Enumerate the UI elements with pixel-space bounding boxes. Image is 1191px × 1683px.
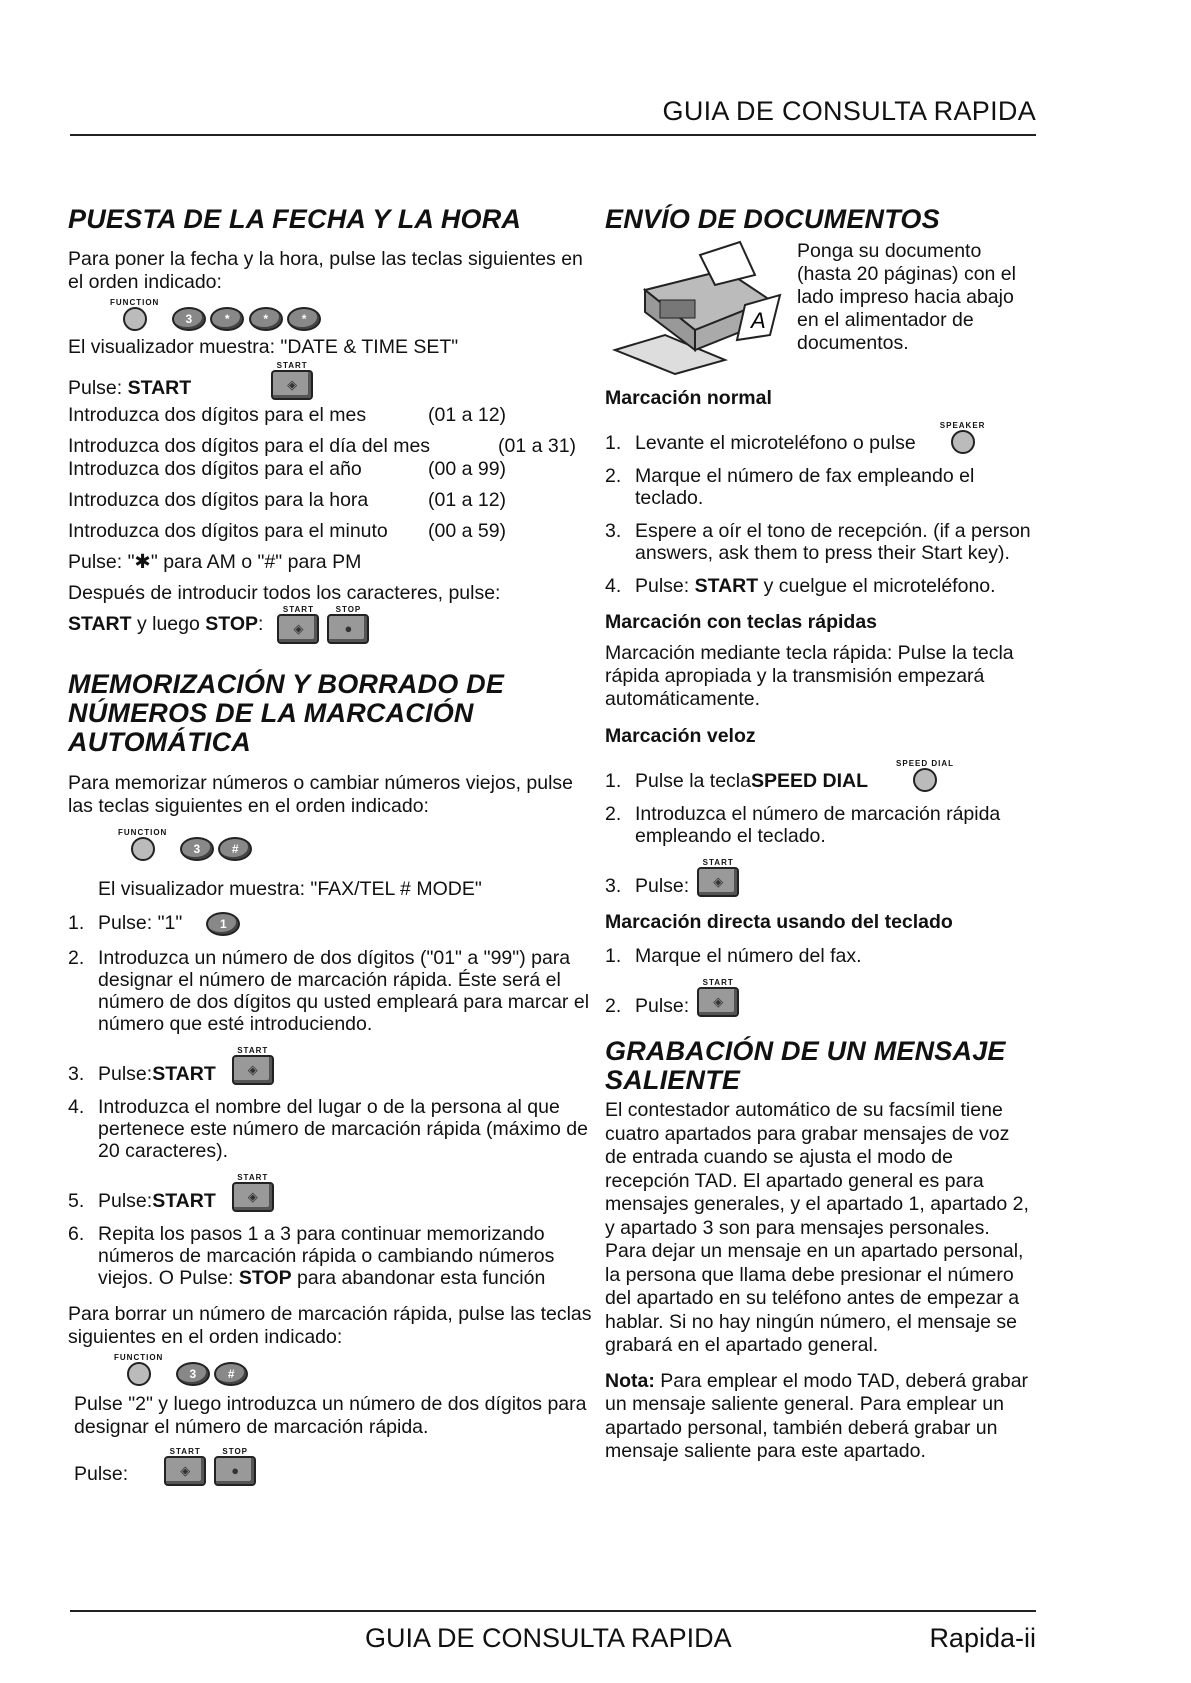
- memo-step: 5. Pulse: START START ◈: [68, 1173, 596, 1212]
- erase-pulse-line: Pulse: START ◈ STOP ●: [74, 1447, 596, 1486]
- start-key-icon: ◈: [232, 1055, 274, 1085]
- memo-step: 1. Pulse: "1" 1: [68, 912, 596, 936]
- key-hash-icon: #: [218, 837, 252, 861]
- key-1-icon: 1: [206, 912, 240, 936]
- key-star-icon: *: [249, 307, 283, 331]
- normal-step: 3. Espere a oír el tono de recepción. (if a person answers, ask them to press their Start key).: [605, 520, 1031, 565]
- function-key-icon: [123, 307, 147, 331]
- top-rule: [70, 134, 1036, 136]
- speed-step: 2. Introduzca el número de marcación rápida empleando el teclado.: [605, 803, 1001, 848]
- section-title-sending: ENVÍO DE DOCUMENTOS: [605, 204, 940, 234]
- start-key-label: START: [276, 361, 308, 371]
- footer-title: GUIA DE CONSULTA RAPIDA: [365, 1623, 732, 1653]
- section-title-date-time: PUESTA DE LA FECHA Y LA HORA: [68, 204, 522, 234]
- right-column: [605, 205, 1035, 1464]
- speed-dial-key-icon: [913, 768, 937, 792]
- key-star-icon: *: [210, 307, 244, 331]
- start-text: START: [127, 377, 192, 400]
- memo-step: 2. Introduzca un número de dos dígitos ("01" a "99") para designar el número de marcación rápida. Éste será el número de dos dígitos qu usted empleará para marcar el número que esté introduciendo.: [68, 946, 590, 1035]
- entry-row: Introduzca dos dígitos para el minuto (00 a 59): [68, 520, 507, 543]
- memo-step: 6. Repita los pasos 1 a 3 para continuar memorizando números de marcación rápida o cambiando números viejos. O Pulse: STOP para abandonar esta función: [68, 1222, 555, 1289]
- erase-key-sequence: FUNCTION 3 #: [114, 1353, 596, 1387]
- entry-row: Introduzca dos dígitos para el mes (01 a 12): [68, 404, 507, 427]
- date-intro: Para poner la fecha y la hora, pulse las teclas siguientes en el orden indicado:: [68, 248, 583, 294]
- start-key-icon: ◈: [277, 614, 319, 644]
- function-key-icon: [131, 837, 155, 861]
- memo-step: 3. Pulse: START START ◈: [68, 1046, 596, 1085]
- left-column: [68, 205, 596, 1486]
- entry-row: Introduzca dos dígitos para la hora (01 a 12): [68, 489, 507, 512]
- normal-dial-title: Marcación normal: [605, 387, 772, 410]
- pulse-label: Pulse:: [68, 377, 128, 400]
- start-key-icon: ◈: [271, 370, 313, 400]
- memo-intro: Para memorizar números o cambiar números viejos, pulse las teclas siguientes en el orden indicado:: [68, 771, 574, 817]
- memo-key-sequence: FUNCTION 3 #: [118, 828, 596, 866]
- date-key-sequence: [110, 298, 596, 332]
- speed-dial-title: Marcación veloz: [605, 725, 756, 748]
- entry-row: Introduzca dos dígitos para el día del mes (01 a 31): [68, 435, 577, 458]
- erase-text: Pulse "2" y luego introduzca un número de dos dígitos para designar el número de marcación rápida.: [74, 1392, 587, 1438]
- key-3-icon: 3: [172, 307, 206, 331]
- bottom-rule: [70, 1610, 1036, 1612]
- function-key-label: FUNCTION: [110, 298, 160, 308]
- section-title-outgoing-message: GRABACIÓN DE UN MENSAJE SALIENTE: [605, 1036, 1006, 1096]
- speaker-key-icon: [951, 430, 975, 454]
- erase-intro: Para borrar un número de marcación rápida, pulse las teclas siguientes en el orden indicado:: [68, 1302, 592, 1348]
- speed-step: 3. Pulse: START ◈: [605, 858, 1035, 897]
- fax-machine-icon: [605, 240, 785, 375]
- outgoing-message-body: El contestador automático de su facsímil tiene cuatro apartados para grabar mensajes de voz de entrada cuando se ajusta el modo de recepción TAD. El apartado general es para mensajes generales, y el apartado 1, apartado 2, y apartado 3 son para mensajes personales. Para dejar un mensaje en un apartado personal, la persona que llama debe presionar el número del apartado en su teléfono antes de empezar a hablar. Si no hay ningún número, el mensaje se grabará en el apartado general.: [605, 1099, 1029, 1357]
- key-star-icon: *: [287, 307, 321, 331]
- normal-step: 4. Pulse: START y cuelgue el microteléfono.: [605, 575, 996, 598]
- memo-display-text: El visualizador muestra: "FAX/TEL # MODE": [98, 877, 482, 900]
- stop-key-icon: ●: [327, 614, 369, 644]
- ampm-text: Pulse: "✱" para AM o "#" para PM: [68, 551, 362, 574]
- direct-step: 1. Marque el número del fax.: [605, 945, 862, 968]
- date-entry-rows: [68, 404, 577, 543]
- quick-dial-title: Marcación con teclas rápidas: [605, 611, 878, 634]
- key-hash-icon: #: [214, 1362, 248, 1386]
- start-key-icon: ◈: [697, 987, 739, 1017]
- function-key-icon: [127, 1362, 151, 1386]
- start-key-icon: ◈: [232, 1182, 274, 1212]
- direct-dial-title: Marcación directa usando del teclado: [605, 911, 953, 934]
- stop-key-icon: ●: [214, 1456, 256, 1486]
- outgoing-message-note: Nota: Para emplear el modo TAD, deberá grabar un mensaje saliente general. Para emplear un apartado personal, también deberá grabar un mensaje saliente para este apartado.: [605, 1369, 1029, 1463]
- date-display-text: El visualizador muestra: "DATE & TIME SET": [68, 336, 459, 359]
- key-3-icon: 3: [180, 837, 214, 861]
- start-key-icon: ◈: [697, 867, 739, 897]
- after-text: Después de introducir todos los caracteres, pulse:: [68, 582, 501, 605]
- quick-dial-text: Marcación mediante tecla rápida: Pulse la tecla rápida apropiada y la transmisión empezará automáticamente.: [605, 642, 1014, 711]
- svg-text:A: A: [751, 308, 766, 334]
- normal-step: 2. Marque el número de fax empleando el teclado.: [605, 465, 975, 510]
- page-header: GUIA DE CONSULTA RAPIDA: [662, 96, 1036, 126]
- start-key-icon: ◈: [164, 1456, 206, 1486]
- speed-step: 1. Pulse la tecla SPEED DIAL SPEED DIAL: [605, 759, 955, 793]
- normal-step: 1. Levante el microteléfono o pulse SPEAKER: [605, 421, 986, 455]
- final-line: START y luego STOP: START ◈ STOP ●: [68, 605, 596, 644]
- key-3-icon: 3: [176, 1362, 210, 1386]
- page-number: Rapida-ii: [929, 1623, 1036, 1653]
- section-title-memorization: MEMORIZACIÓN Y BORRADO DE NÚMEROS DE LA MARCACIÓN AUTOMÁTICA: [68, 669, 505, 758]
- sending-intro: [605, 240, 1035, 375]
- date-start-line: [68, 361, 596, 400]
- memo-step: 4. Introduzca el nombre del lugar o de la persona al que pertenece este número de marcación rápida (máximo de 20 caracteres).: [68, 1095, 588, 1162]
- direct-step: 2. Pulse: START ◈: [605, 978, 1035, 1017]
- entry-row: Introduzca dos dígitos para el año (00 a 99): [68, 458, 507, 481]
- sending-desc: Ponga su documento (hasta 20 páginas) con el lado impreso hacia abajo en el alimentador de documentos.: [797, 240, 1016, 355]
